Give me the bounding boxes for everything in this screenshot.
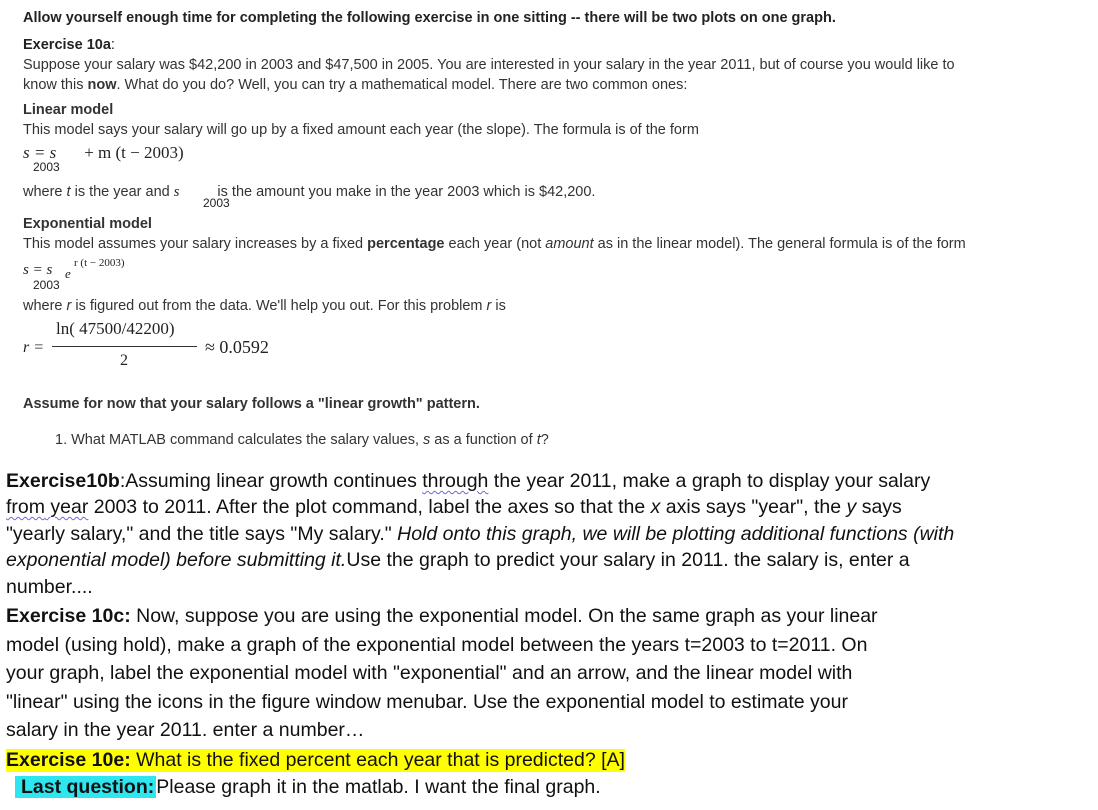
- italic-r: r: [486, 298, 492, 314]
- exp-formula-subscript: 2003: [33, 278, 60, 292]
- exponential-model-heading: Exponential model: [23, 216, 152, 232]
- text-span: is the amount you make in the year 2003 which is $42,200.: [213, 184, 596, 200]
- text-span: know this: [23, 77, 88, 93]
- linear-formula-subscript: 2003: [33, 160, 60, 174]
- italic-amount: amount: [545, 236, 594, 252]
- r-numerator: ln( 47500/42200): [56, 319, 175, 338]
- ex10a-para-line1: Suppose your salary was $42,200 in 2003 and $47,500 in 2005. You are interested in your salary in the year 2011, but of course you would like to: [23, 57, 955, 73]
- text-span: as in the linear model). The general formula is of the form: [593, 236, 966, 252]
- r-denominator: 2: [120, 352, 128, 369]
- ex10e-title: Exercise 10e:: [6, 749, 131, 771]
- assume-linear-note: Assume for now that your salary follows a "linear growth" pattern.: [23, 396, 480, 412]
- ex10b-line1: [6, 470, 930, 493]
- ex10e-line: [6, 749, 625, 772]
- exponential-model-desc: [23, 236, 966, 252]
- ex10c-line1: [6, 605, 878, 628]
- italic-s: s: [423, 432, 431, 448]
- italic-hold-note: Hold onto this graph, we will be plotting additional functions (with: [397, 523, 955, 545]
- r-lhs: r =: [23, 339, 45, 356]
- ex10b-line2: [6, 496, 902, 519]
- ex10b-line3: [6, 523, 954, 546]
- text-span: is: [491, 298, 506, 314]
- text-span: says: [856, 496, 902, 518]
- text-span: Use the graph to predict your salary in 2011. the salary is, enter a: [346, 549, 910, 571]
- italic-r: r: [66, 298, 72, 314]
- italic-y: y: [846, 496, 857, 518]
- text-span: This model assumes your salary increases by a fixed: [23, 236, 368, 252]
- text-span: Please graph it in the matlab. I want the final graph.: [156, 776, 601, 798]
- bold-percentage: percentage: [367, 236, 445, 252]
- spellcheck-from-year: [6, 496, 88, 518]
- ex10a-para-line2: [23, 77, 687, 93]
- ex10c-line4: "linear" using the icons in the figure window menubar. Use the exponential model to estimate your: [6, 691, 848, 713]
- where1-subscript: 2003: [203, 196, 230, 210]
- text-span: What MATLAB command calculates the salary values,: [71, 432, 424, 448]
- list-number: 1.: [55, 432, 68, 448]
- text-span: where: [23, 298, 67, 314]
- text-span: ?: [540, 432, 549, 448]
- text-span: :Assuming linear growth continues: [119, 470, 423, 492]
- spellcheck-through: through: [422, 470, 489, 492]
- linear-model-heading: Linear model: [23, 102, 114, 118]
- ex10b-line5: number....: [6, 576, 93, 598]
- text-span: . What do you do? Well, you can try a mathematical model. There are two common ones:: [116, 77, 688, 93]
- where-line-1: [23, 184, 595, 201]
- italic-hold-note-2: exponential model) before submitting it.: [6, 549, 347, 571]
- fraction-bar: [52, 346, 197, 347]
- text-span: where: [23, 184, 67, 200]
- question-1: [55, 432, 549, 448]
- text-span: as a function of: [430, 432, 537, 448]
- ex10b-line4: [6, 549, 910, 572]
- text-span: the year 2011, make a graph to display your salary: [488, 470, 931, 492]
- text-from: from: [6, 496, 45, 518]
- ex10b-title: Exercise10b: [6, 470, 120, 492]
- ex10a-title-line: [23, 37, 115, 53]
- ex10c-line2: model (using hold), make a graph of the exponential model between the years t=2003 to t=2011. On: [6, 634, 868, 656]
- formula-s: s = s: [23, 262, 53, 278]
- ex10c-title: Exercise 10c:: [6, 605, 131, 627]
- text-year: year: [50, 496, 89, 518]
- text-span: each year (not: [444, 236, 546, 252]
- italic-s: s: [173, 184, 180, 200]
- text-span: axis says "year", the: [660, 496, 847, 518]
- intro-heading: Allow yourself enough time for completing the following exercise in one sitting -- there will be two plots on one graph.: [23, 10, 836, 26]
- text-span: "yearly salary," and the title says "My salary.": [6, 523, 398, 545]
- ex10a-colon: :: [110, 37, 115, 53]
- text-span: 2003 to 2011. After the plot command, label the axes so that the: [88, 496, 651, 518]
- exp-formula: [23, 262, 52, 279]
- italic-x: x: [650, 496, 661, 518]
- text-span: is figured out from the data. We'll help you out. For this problem: [71, 298, 487, 314]
- text-span: What is the fixed percent each year that is predicted? [A]: [130, 749, 625, 771]
- italic-t: t: [66, 184, 71, 200]
- linear-model-desc: This model says your salary will go up by a fixed amount each year (the slope). The formula is of the form: [23, 122, 699, 138]
- last-question-line: [15, 776, 601, 799]
- r-approx: ≈ 0.0592: [205, 337, 269, 357]
- italic-t: t: [536, 432, 541, 448]
- where-line-2: [23, 298, 506, 314]
- text-span: is the year and: [70, 184, 174, 200]
- formula-rhs: + m (t − 2003): [84, 143, 184, 162]
- last-question-title: Last question:: [15, 776, 156, 798]
- ex10c-line3: your graph, label the exponential model with "exponential" and an arrow, and the linear model with: [6, 662, 853, 684]
- ex10a-title: Exercise 10a: [23, 37, 111, 53]
- exp-formula-e: e: [65, 266, 71, 281]
- exp-formula-exponent: r (t − 2003): [74, 257, 125, 269]
- bold-now: now: [87, 77, 117, 93]
- formula-s: s = s: [23, 143, 57, 162]
- ex10c-line5: salary in the year 2011. enter a number…: [6, 719, 365, 741]
- text-span: Now, suppose you are using the exponential model. On the same graph as your linear: [130, 605, 878, 627]
